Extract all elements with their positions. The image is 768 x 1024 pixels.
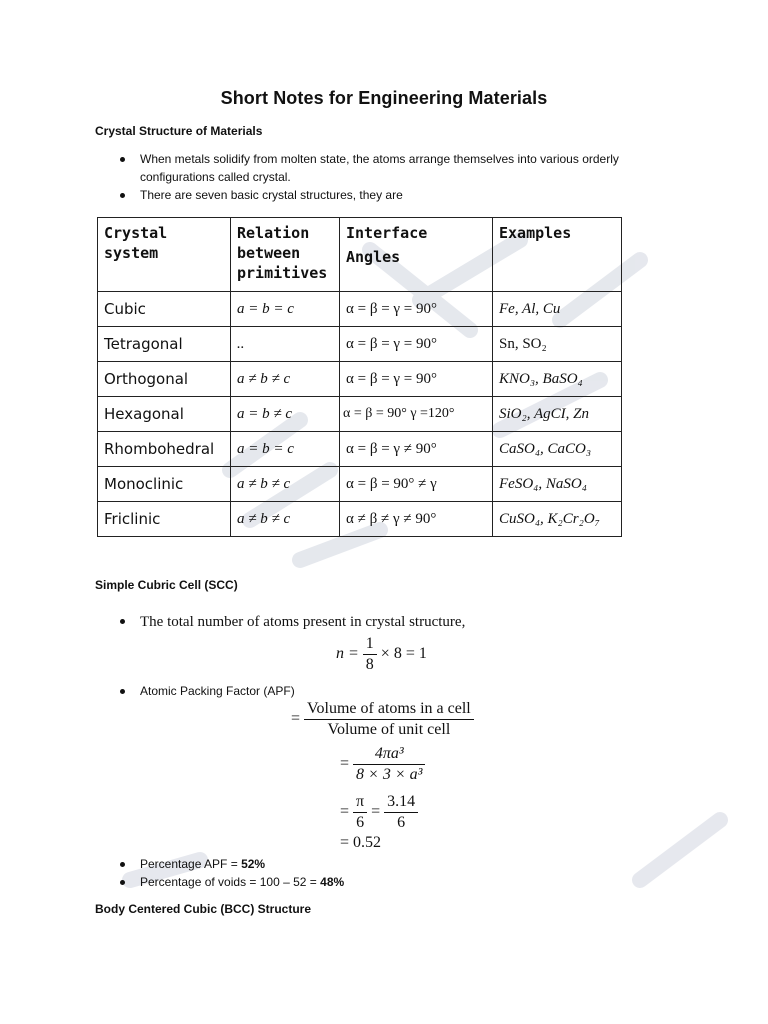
table-row bbox=[98, 397, 622, 432]
list-item: There are seven basic crystal structures, they are bbox=[118, 186, 619, 204]
scc-heading: Simple Cubric Cell (SCC) bbox=[95, 578, 238, 592]
crystal-systems-table bbox=[97, 217, 622, 537]
percent-apf-value: 52% bbox=[241, 857, 266, 871]
cell-examples: CuSO₄, K₂Cr₂O₇ bbox=[493, 502, 622, 537]
apf-formula-volume: = $\frac{\text{4πa³}}{\text{8 × 3 × a³}}$ bbox=[340, 744, 425, 785]
percent-voids-value: 48% bbox=[320, 875, 345, 889]
table-row bbox=[98, 362, 622, 397]
page-title: Short Notes for Engineering Materials bbox=[220, 88, 548, 108]
scc-bullet-apf bbox=[118, 682, 295, 700]
list-item: The total number of atoms present in crystal structure, bbox=[118, 612, 465, 632]
cell-relation: a ≠ b ≠ c bbox=[231, 362, 340, 397]
apf-result: = 0.52 bbox=[340, 834, 382, 851]
cell-system: Orthogonal bbox=[98, 362, 231, 397]
cell-relation: a = b = c bbox=[231, 432, 340, 467]
cell-angles: α ≠ β ≠ γ ≠ 90° bbox=[340, 502, 493, 537]
cell-angles: α = β = 90° ≠ γ bbox=[340, 467, 493, 502]
crystal-bullets bbox=[118, 150, 619, 204]
header-examples: Examples bbox=[493, 218, 622, 292]
cell-system: Rhombohedral bbox=[98, 432, 231, 467]
list-item: Atomic Packing Factor (APF) bbox=[118, 682, 295, 700]
cell-examples: FeSO₄, NaSO₄ bbox=[493, 467, 622, 502]
apf-formula-pi: = $\frac{\pi}{6}$ = $\frac{3.14}{6}$ bbox=[340, 792, 418, 833]
cell-system: Cubic bbox=[98, 292, 231, 327]
header-relation: Relation between primitives bbox=[231, 218, 340, 292]
cell-angles: α = β = γ = 90° bbox=[340, 292, 493, 327]
bcc-heading: Body Centered Cubic (BCC) Structure bbox=[95, 902, 312, 916]
table-row bbox=[98, 467, 622, 502]
cell-system: Monoclinic bbox=[98, 467, 231, 502]
cell-relation: .. bbox=[231, 327, 340, 362]
cell-angles: α = β = γ = 90° bbox=[340, 327, 493, 362]
cell-examples: Sn, SO₂ bbox=[493, 327, 622, 362]
cell-relation: a ≠ b ≠ c bbox=[231, 502, 340, 537]
table-row bbox=[98, 432, 622, 467]
apf-formula-ratio: = $\frac{\text{Volume of atoms in a cell}}{\text{Volume of unit cell}}$ bbox=[291, 699, 474, 740]
cell-relation: a = b = c bbox=[231, 292, 340, 327]
cell-relation: a ≠ b ≠ c bbox=[231, 467, 340, 502]
crystal-structure-heading: Crystal Structure of Materials bbox=[95, 124, 263, 138]
list-item: Percentage of voids = 100 – 52 = 48% bbox=[118, 873, 344, 891]
cell-system: Friclinic bbox=[98, 502, 231, 537]
cell-examples: KNO₃, BaSO₄ bbox=[493, 362, 622, 397]
table-row bbox=[98, 502, 622, 537]
cell-angles: α = β = 90° γ =120° bbox=[340, 397, 493, 432]
cell-system: Hexagonal bbox=[98, 397, 231, 432]
list-item: Percentage APF = 52% bbox=[118, 855, 344, 873]
cell-relation: a = b ≠ c bbox=[231, 397, 340, 432]
cell-examples: CaSO₄, CaCO₃ bbox=[493, 432, 622, 467]
scc-bullet-atoms bbox=[118, 612, 465, 632]
table-row bbox=[98, 327, 622, 362]
cell-angles: α = β = γ ≠ 90° bbox=[340, 432, 493, 467]
cell-examples: SiO₂, AgCI, Zn bbox=[493, 397, 622, 432]
cell-angles: α = β = γ = 90° bbox=[340, 362, 493, 397]
scc-percent-bullets bbox=[118, 855, 344, 891]
table-header-row bbox=[98, 218, 622, 292]
header-crystal-system: Crystal system bbox=[98, 218, 231, 292]
cell-examples: Fe, Al, Cu bbox=[493, 292, 622, 327]
atoms-formula: n = $\frac{1}{8}$ × 8 = 1 bbox=[336, 635, 427, 673]
table-row bbox=[98, 292, 622, 327]
cell-system: Tetragonal bbox=[98, 327, 231, 362]
header-angles: Interface Angles bbox=[340, 218, 493, 292]
list-item: When metals solidify from molten state, the atoms arrange themselves into various orderly configurations called crystal. bbox=[118, 150, 619, 186]
